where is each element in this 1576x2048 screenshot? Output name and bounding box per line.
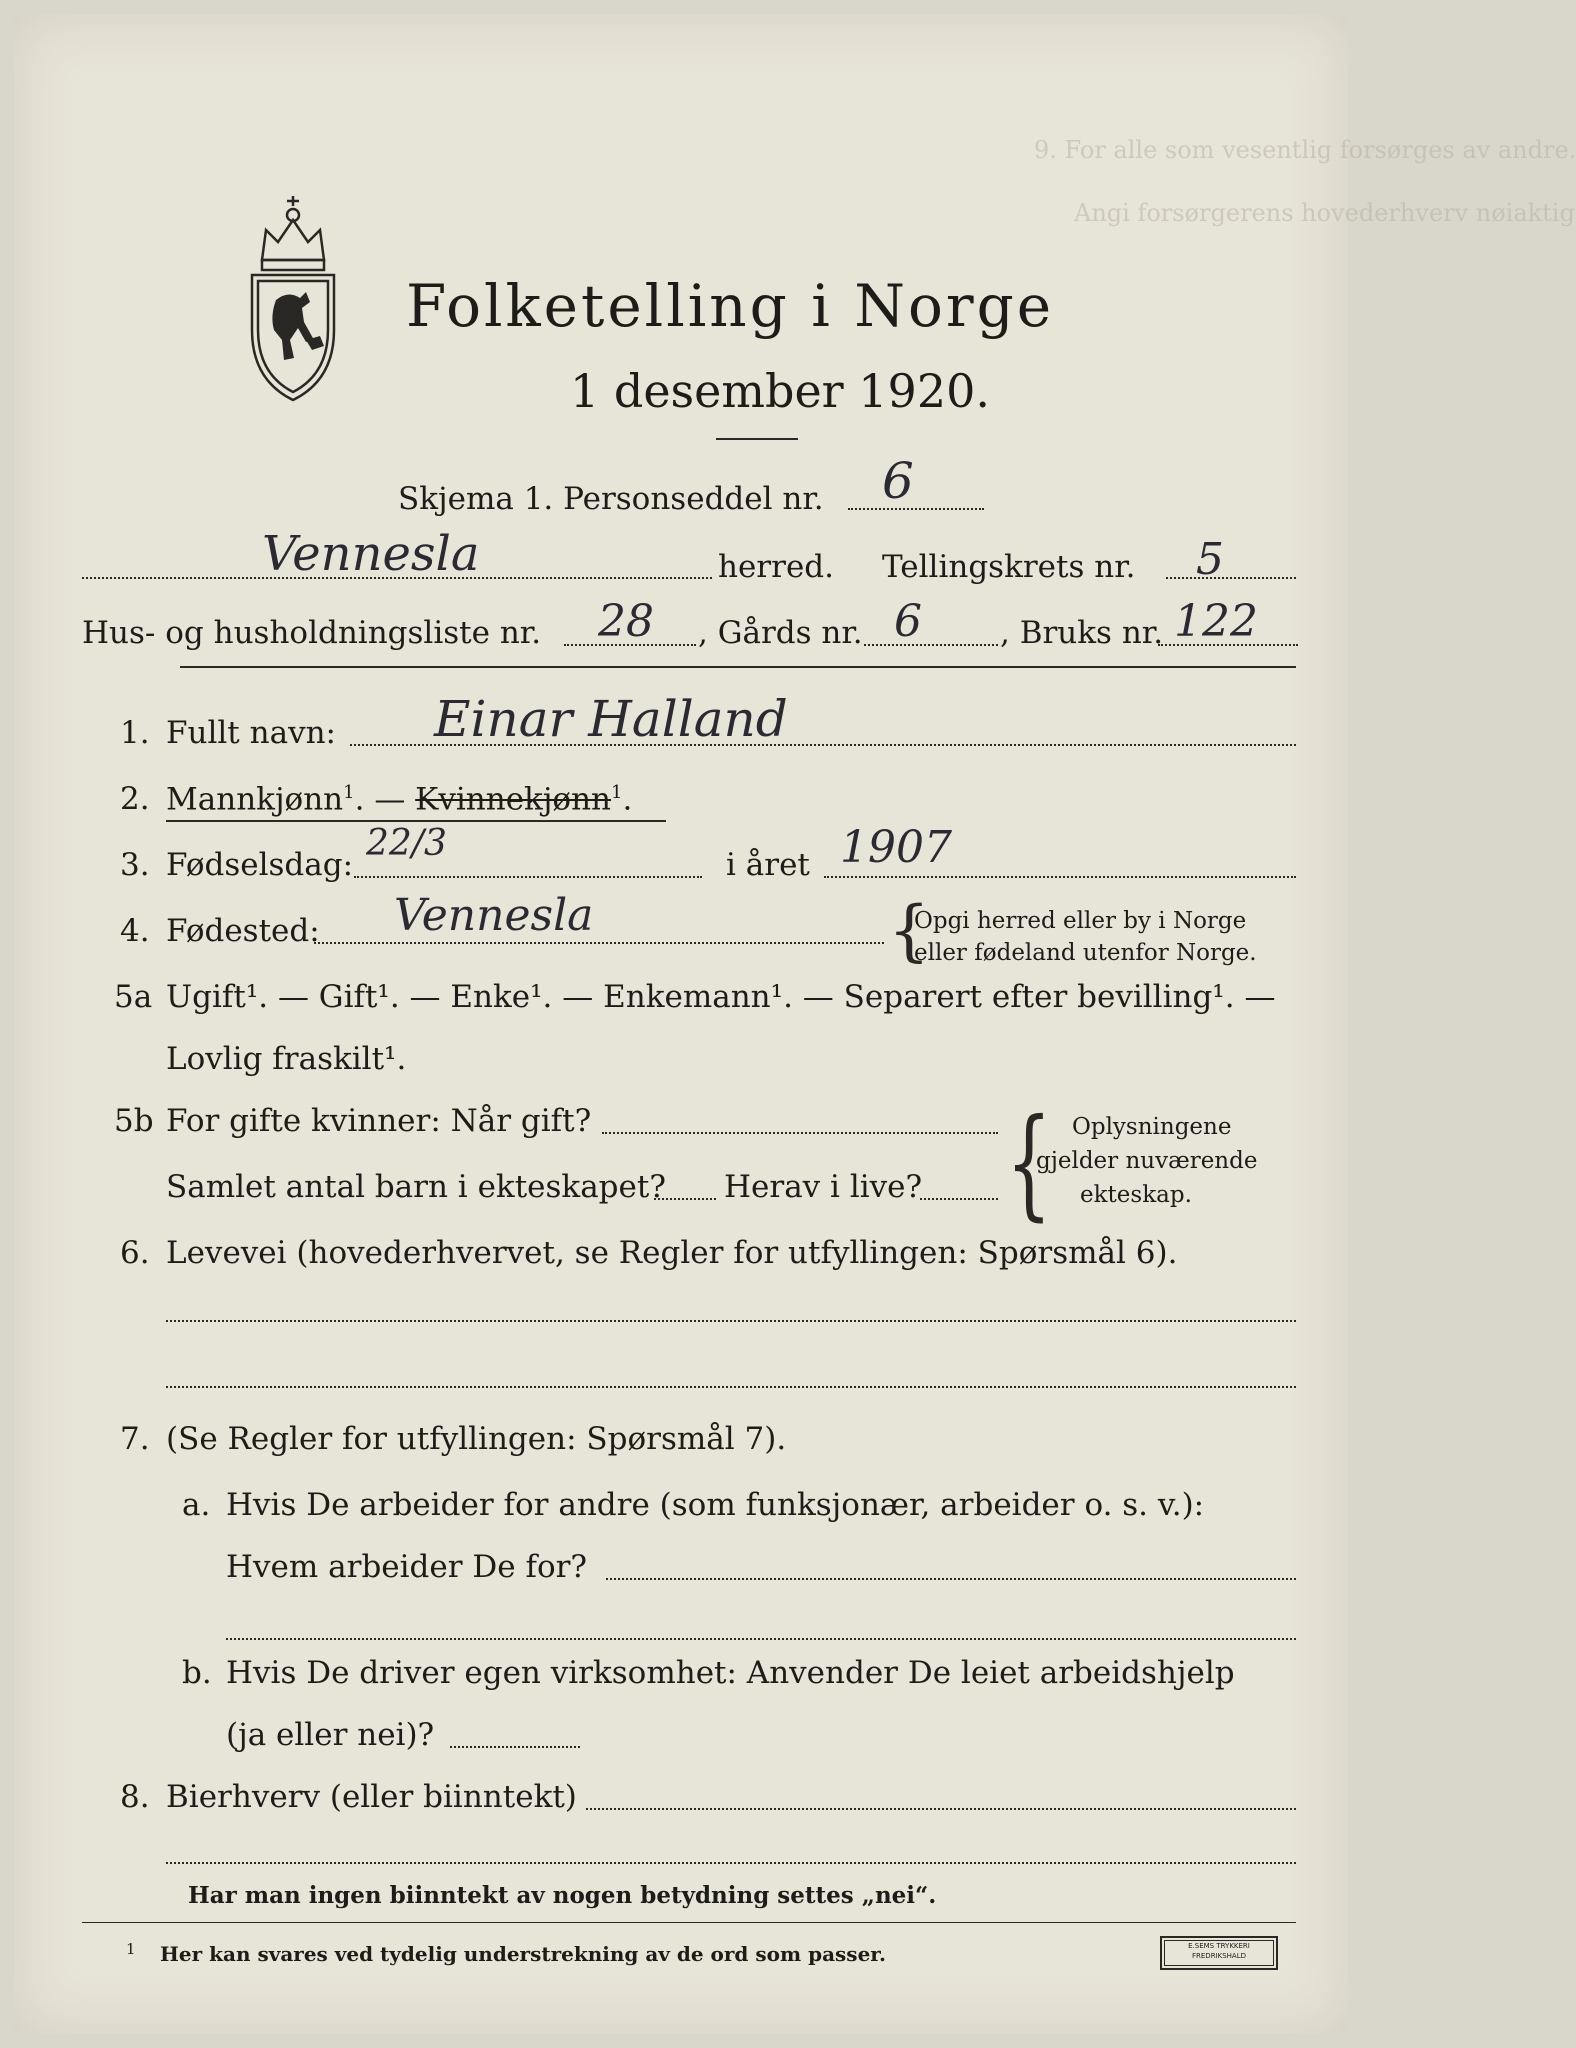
printer-stamp-line1: E.SEMS TRYKKERI: [1188, 1942, 1250, 1950]
footnote-divider: [82, 1922, 1296, 1923]
side-income-line-1[interactable]: [586, 1808, 1296, 1810]
q5b-line1: For gifte kvinner: Når gift?: [166, 1103, 592, 1139]
q1-number: 1.: [120, 715, 150, 751]
q4-note-2: eller fødeland utenfor Norge.: [914, 940, 1257, 966]
footnote-mark: 1: [126, 1940, 136, 1958]
q5b-note-3: ekteskap.: [1080, 1182, 1192, 1208]
gender-male[interactable]: Mannkjønn: [166, 781, 344, 818]
q5b-brace: {: [1006, 1094, 1052, 1233]
bruks-no-value[interactable]: 122: [1174, 596, 1258, 647]
q6-label: Levevei (hovederhvervet, se Regler for utfyllingen: Spørsmål 6).: [166, 1235, 1178, 1271]
employer-line-1[interactable]: [606, 1578, 1296, 1580]
person-no-value[interactable]: 6: [882, 452, 914, 510]
q2-number: 2.: [120, 781, 150, 817]
children-alive-line[interactable]: [920, 1198, 998, 1200]
q5b-alive-label: Herav i live?: [724, 1169, 923, 1205]
birthyear-line: [824, 876, 1296, 878]
q8-number: 8.: [120, 1779, 150, 1815]
gender-underline: [166, 820, 666, 822]
title-divider: [716, 438, 798, 440]
q7-number: 7.: [120, 1421, 150, 1457]
q7a-line2: Hvem arbeider De for?: [226, 1549, 588, 1585]
married-when-line[interactable]: [602, 1132, 998, 1134]
district-label: Tellingskrets nr.: [882, 549, 1136, 585]
q3-number: 3.: [120, 847, 150, 883]
gender-female-struck[interactable]: Kvinnekjønn: [415, 781, 612, 818]
page-title: Folketelling i Norge: [406, 272, 1055, 340]
census-date: 1 desember 1920.: [570, 364, 990, 418]
farm-label: , Gårds nr.: [698, 615, 863, 651]
household-label: Hus- og husholdningsliste nr.: [82, 615, 542, 651]
q7-label: (Se Regler for utfyllingen: Spørsmål 7).: [166, 1421, 787, 1457]
q5a-number: 5a: [114, 979, 153, 1015]
district-no-value[interactable]: 5: [1196, 534, 1224, 585]
marital-status-divorced[interactable]: Lovlig fraskilt¹.: [166, 1041, 407, 1077]
birthdate-line: [354, 876, 702, 878]
person-no-line: [848, 508, 984, 510]
q4-note-1: Opgi herred eller by i Norge: [914, 908, 1247, 934]
employer-line-2[interactable]: [226, 1638, 1296, 1640]
year-label: i året: [726, 847, 810, 883]
header-divider: [180, 666, 1296, 668]
q5b-number: 5b: [114, 1103, 154, 1139]
q7b-line2: (ja eller nei)?: [226, 1717, 435, 1753]
farm-no-line: [864, 644, 998, 646]
q7a-line1: Hvis De arbeider for andre (som funksjonær, arbeider o. s. v.):: [226, 1487, 1205, 1523]
full-name-value[interactable]: Einar Halland: [434, 690, 788, 748]
municipality-value[interactable]: Vennesla: [262, 526, 480, 582]
footnote-text: Her kan svares ved tydelig understrekning av de ord som passer.: [160, 1942, 886, 1966]
q8-label: Bierhverv (eller biinntekt): [166, 1779, 577, 1815]
occupation-line-1[interactable]: [166, 1320, 1296, 1322]
q7a-letter: a.: [182, 1487, 211, 1523]
household-no-value[interactable]: 28: [598, 596, 654, 647]
side-income-note: Har man ingen biinntekt av nogen betydning settes „nei“.: [188, 1882, 937, 1909]
q7b-letter: b.: [182, 1655, 212, 1691]
farm-no-value[interactable]: 6: [894, 596, 922, 647]
bleed-through: 9. For alle som vesentlig forsørges av andre.: [1034, 136, 1576, 164]
birthdate-value[interactable]: 22/3: [366, 823, 447, 864]
printer-stamp-line2: FREDRIKSHALD: [1191, 1952, 1246, 1960]
marital-status-options[interactable]: Ugift¹. — Gift¹. — Enke¹. — Enkemann¹. — Separert efter bevilling¹. —: [166, 979, 1276, 1015]
q7b-line1: Hvis De driver egen virksomhet: Anvender De leiet arbeidshjelp: [226, 1655, 1235, 1691]
hired-help-line[interactable]: [450, 1746, 580, 1748]
q5b-note-1: Oplysningene: [1072, 1114, 1232, 1140]
birthplace-value[interactable]: Vennesla: [394, 890, 594, 941]
q3-label: Fødselsdag:: [166, 847, 354, 883]
occupation-line-2[interactable]: [166, 1386, 1296, 1388]
district-no-line: [1166, 577, 1296, 579]
q4-label: Fødested:: [166, 913, 320, 949]
children-count-line[interactable]: [654, 1198, 716, 1200]
bleed-through: Angi forsørgerens hovederhverv nøiaktig: [1074, 199, 1575, 227]
birthyear-value[interactable]: 1907: [840, 822, 952, 873]
q6-number: 6.: [120, 1235, 150, 1271]
gender-options: Mannkjønn$^1$. — Kvinnekjønn$^1$.: [166, 781, 633, 818]
q5b-note-2: gjelder nuværende: [1036, 1148, 1258, 1174]
q4-brace: {: [888, 892, 930, 969]
coat-of-arms-icon: [240, 190, 346, 410]
birthplace-line: [314, 942, 884, 944]
side-income-line-2[interactable]: [166, 1862, 1296, 1864]
q5b-children-label: Samlet antal barn i ekteskapet?: [166, 1169, 666, 1205]
q4-number: 4.: [120, 913, 150, 949]
printer-stamp: [1160, 1936, 1278, 1970]
q1-label: Fullt navn:: [166, 715, 336, 751]
herred-label: herred.: [718, 549, 834, 585]
census-form-page: [14, 14, 1576, 2034]
bruks-label: , Bruks nr.: [1000, 615, 1164, 651]
schema-label: Skjema 1. Personseddel nr.: [398, 481, 824, 517]
